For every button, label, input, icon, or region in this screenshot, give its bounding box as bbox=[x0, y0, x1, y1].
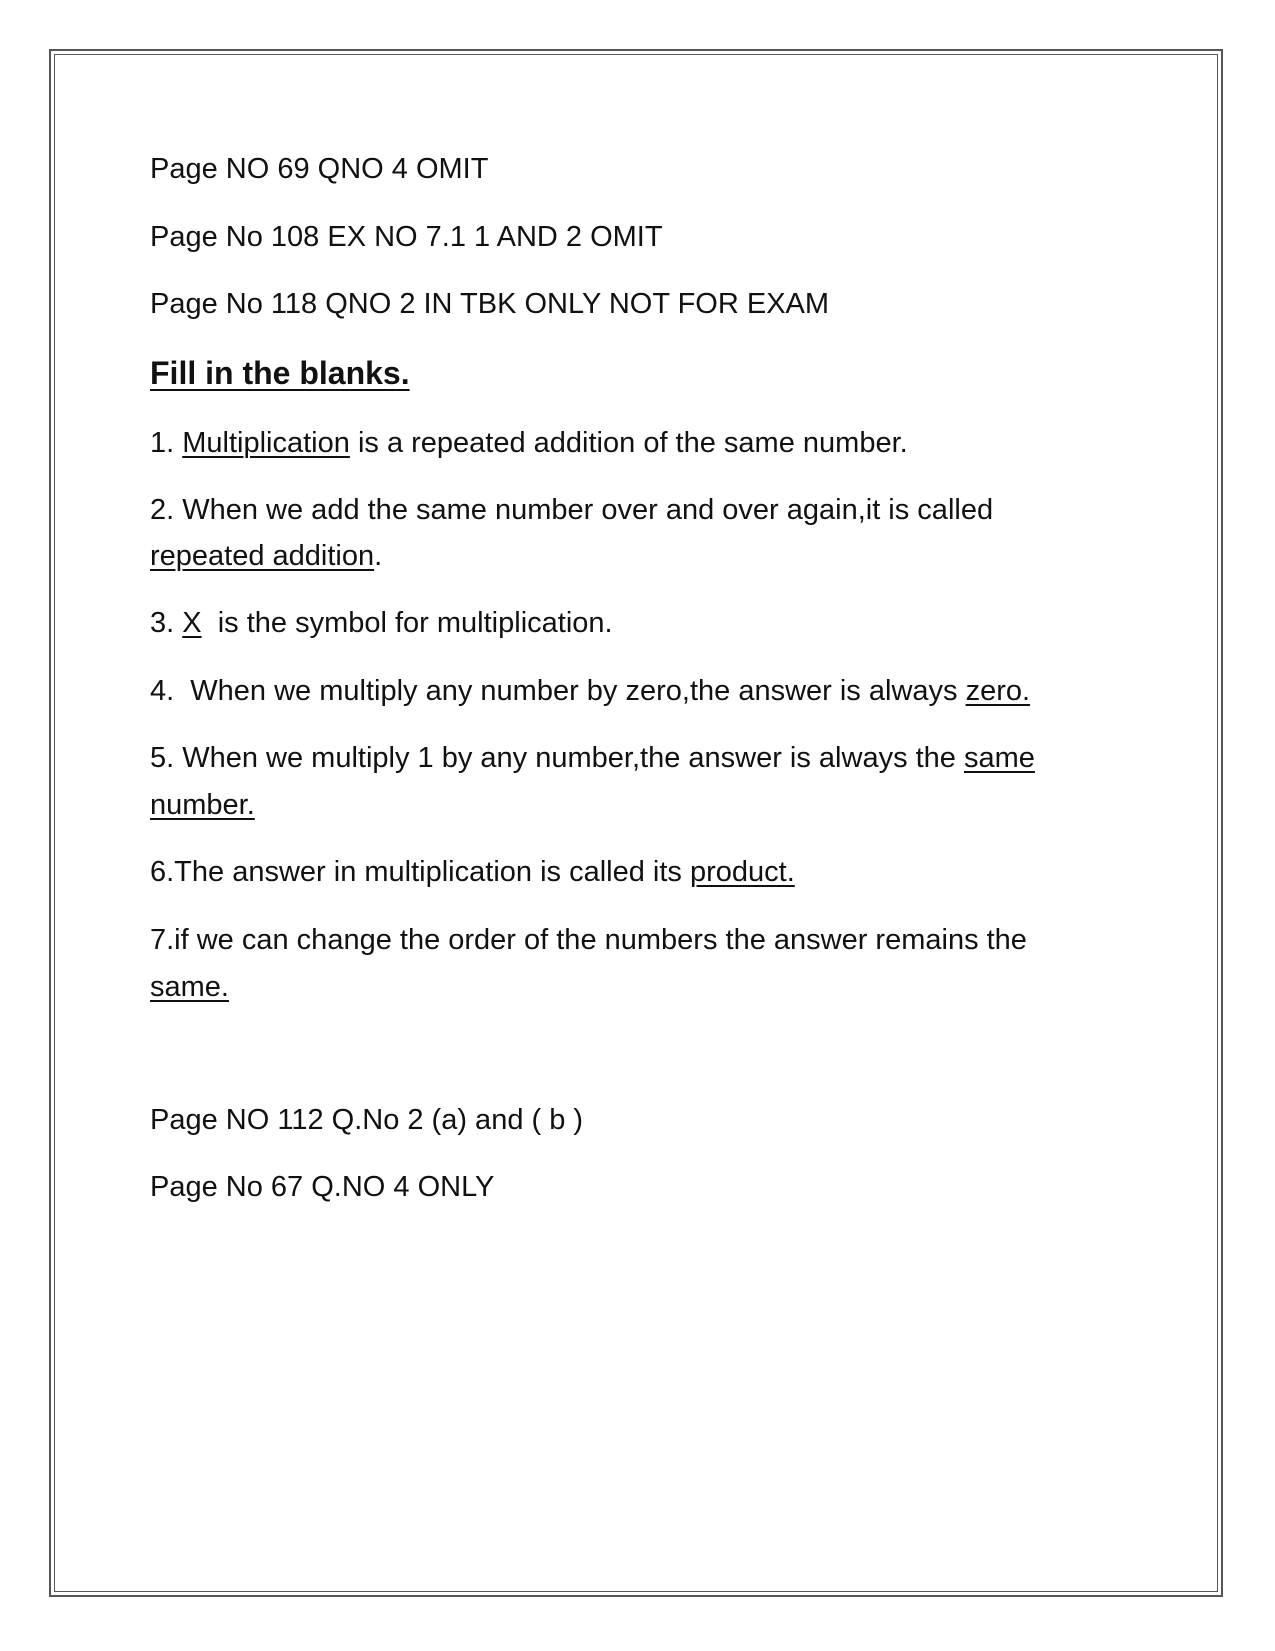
item-text: 3. bbox=[150, 607, 183, 639]
item-text: is the symbol for multiplication. bbox=[201, 607, 613, 639]
item-text: 5. When we multiply 1 by any number,the answer is always the bbox=[150, 742, 964, 774]
item-answer: number. bbox=[150, 789, 255, 821]
note-line: Page No 118 QNO 2 IN TBK ONLY NOT FOR EXAM bbox=[150, 288, 830, 320]
item-answer: X bbox=[182, 607, 202, 639]
blank-item-5-line2 bbox=[150, 782, 255, 828]
item-answer: repeated addition bbox=[150, 540, 375, 572]
blank-item-2-line2 bbox=[150, 533, 382, 579]
blank-item-6 bbox=[150, 849, 795, 895]
note-line: Page NO 112 Q.No 2 (a) and ( b ) bbox=[150, 1104, 584, 1136]
blank-item-7-line2 bbox=[150, 964, 229, 1010]
item-text: . bbox=[374, 540, 383, 572]
item-answer: Multiplication bbox=[182, 427, 350, 459]
item-text: 1. bbox=[150, 427, 183, 459]
note-line: Page NO 69 QNO 4 OMIT bbox=[150, 153, 489, 185]
blank-item-7-line1: 7.if we can change the order of the numbers the answer remains the bbox=[150, 924, 1027, 956]
item-answer: same bbox=[964, 742, 1035, 774]
blank-item-3 bbox=[150, 600, 613, 646]
item-text: 6.The answer in multiplication is called its bbox=[150, 856, 690, 888]
item-text: 4. When we multiply any number by zero,the answer is always bbox=[150, 675, 966, 707]
note-line: Page No 67 Q.NO 4 ONLY bbox=[150, 1171, 495, 1203]
item-answer: product. bbox=[689, 856, 795, 888]
item-answer: zero. bbox=[965, 675, 1031, 707]
section-heading: Fill in the blanks. bbox=[150, 355, 410, 391]
item-answer: same. bbox=[150, 971, 229, 1003]
blank-item-2-line1: 2. When we add the same number over and over again,it is called bbox=[150, 494, 994, 526]
blank-item-5-line1 bbox=[150, 735, 1035, 781]
note-line: Page No 108 EX NO 7.1 1 AND 2 OMIT bbox=[150, 221, 663, 253]
blank-item-1 bbox=[150, 420, 908, 466]
blank-item-4 bbox=[150, 668, 1030, 714]
item-text: is a repeated addition of the same number. bbox=[349, 427, 908, 459]
